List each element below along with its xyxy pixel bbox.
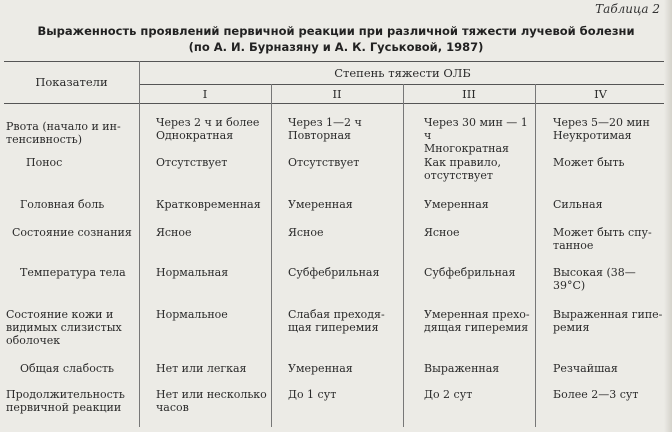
header-severity: Степень тяжести ОЛБ	[334, 66, 471, 80]
cell-duration-2: До 1 сут	[288, 388, 337, 401]
cell-consciousness-2: Ясное	[288, 226, 324, 239]
cell-consciousness-3: Ясное	[424, 226, 460, 239]
cell-skin-3: Умеренная прехо- дящая гиперемия	[424, 308, 530, 334]
header-indicators: Показатели	[35, 75, 108, 89]
table-title: Выраженность проявлений первичной реакции при различной тяжести лучевой болезни	[37, 24, 635, 38]
cell-headache-1: Кратковременная	[156, 198, 261, 211]
cell-skin-2: Слабая преходя- щая гиперемия	[288, 308, 385, 334]
cell-weakness-1: Нет или легкая	[156, 362, 247, 375]
cell-skin-1: Нормальное	[156, 308, 228, 321]
cell-diarrhea-2: Отсутствует	[288, 156, 360, 169]
cell-vomiting-3: Через 30 мин — 1 ч Многократная	[424, 116, 528, 155]
header-degree-3: III	[462, 87, 476, 101]
cell-headache-3: Умеренная	[424, 198, 489, 211]
column-divider-1	[271, 84, 272, 427]
cell-diarrhea-1: Отсутствует	[156, 156, 228, 169]
cell-consciousness-4: Может быть спу- танное	[553, 226, 652, 252]
cell-temperature-2: Субфебрильная	[288, 266, 380, 279]
cell-diarrhea-4: Может быть	[553, 156, 625, 169]
header-degree-2: II	[332, 87, 342, 101]
cell-temperature-3: Субфебрильная	[424, 266, 516, 279]
cell-skin-4: Выраженная гипе- ремия	[553, 308, 663, 334]
cell-vomiting-2: Через 1—2 ч Повторная	[288, 116, 362, 142]
header-degree-1: I	[202, 87, 208, 101]
cell-temperature-1: Нормальная	[156, 266, 229, 279]
column-divider-3	[535, 84, 536, 427]
cell-weakness-2: Умеренная	[288, 362, 353, 375]
row-label-weakness: Общая слабость	[20, 362, 115, 375]
column-divider-indicators	[139, 61, 140, 427]
row-label-diarrhea: Понос	[26, 156, 63, 169]
row-label-vomiting: Рвота (начало и ин- тенсивность)	[6, 120, 121, 146]
cell-headache-4: Сильная	[553, 198, 603, 211]
table-subtitle: (по А. И. Бурназяну и А. К. Гуськовой, 1987)	[188, 40, 484, 54]
table-top-rule	[4, 61, 666, 62]
page-edge-shadow	[664, 0, 672, 432]
cell-duration-3: До 2 сут	[424, 388, 473, 401]
cell-vomiting-1: Через 2 ч и более Однократная	[156, 116, 260, 142]
row-label-temperature: Температура тела	[20, 266, 126, 279]
row-label-skin: Состояние кожи и видимых слизистых оболочек	[6, 308, 122, 347]
row-label-duration: Продолжительность первичной реакции	[6, 388, 125, 414]
cell-headache-2: Умеренная	[288, 198, 353, 211]
row-label-headache: Головная боль	[20, 198, 105, 211]
table-number-label: Таблица 2	[595, 2, 660, 16]
cell-temperature-4: Высокая (38— 39°С)	[553, 266, 636, 292]
row-label-consciousness: Состояние сознания	[12, 226, 132, 239]
column-divider-2	[403, 84, 404, 427]
cell-duration-1: Нет или несколько часов	[156, 388, 267, 414]
cell-duration-4: Более 2—3 сут	[553, 388, 639, 401]
cell-vomiting-4: Через 5—20 мин Неукротимая	[553, 116, 650, 142]
cell-weakness-3: Выраженная	[424, 362, 500, 375]
header-bottom-rule	[4, 103, 666, 104]
header-degree-4: IV	[594, 87, 607, 101]
cell-weakness-4: Резчайшая	[553, 362, 618, 375]
cell-consciousness-1: Ясное	[156, 226, 192, 239]
cell-diarrhea-3: Как правило, отсутствует	[424, 156, 502, 182]
